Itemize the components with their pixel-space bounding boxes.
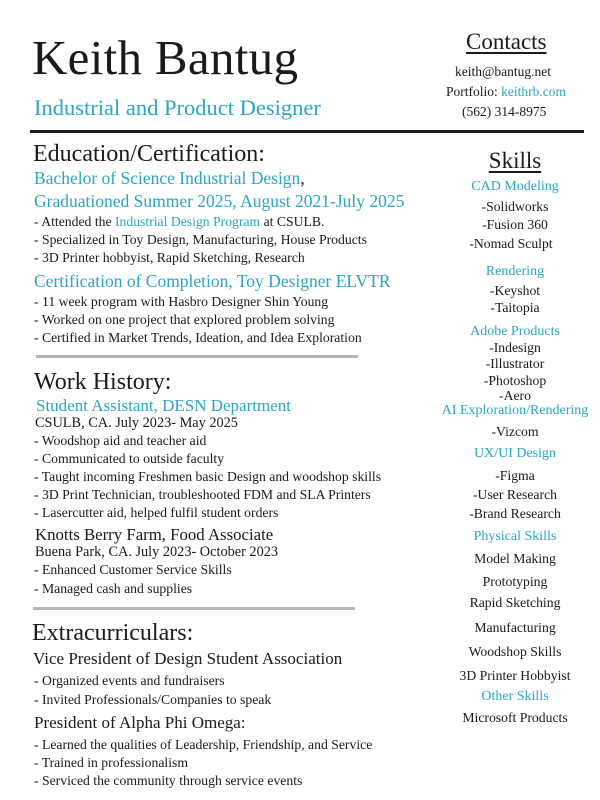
skill-item: -Vizcom xyxy=(491,424,539,439)
job-title: Industrial and Product Designer xyxy=(34,95,321,120)
skill-item: -Keyshot xyxy=(489,283,541,298)
degree-line-2: Graduationed Summer 2025, August 2021-July 2025 xyxy=(34,191,405,211)
job-title-1: Student Assistant, DESN Department xyxy=(36,396,291,415)
resume-name: Keith Bantug xyxy=(32,30,299,85)
job-bullet: - Enhanced Customer Service Skills xyxy=(34,562,232,577)
skill-category: UX/UI Design xyxy=(473,446,557,461)
skill-category: Adobe Products xyxy=(470,324,560,339)
skill-item: Manufacturing xyxy=(474,620,556,635)
job-location-1: CSULB, CA. July 2023- May 2025 xyxy=(35,415,238,431)
portfolio-link[interactable]: keithrb.com xyxy=(501,84,566,99)
certification-title: Certification of Completion, Toy Designer ELVTR xyxy=(34,271,391,291)
job-location-2: Buena Park, CA. July 2023- October 2023 xyxy=(35,544,279,560)
skill-item: Woodshop Skills xyxy=(468,644,562,659)
skill-item: Model Making xyxy=(474,551,556,566)
cert-bullet: - Worked on one project that explored problem solving xyxy=(34,312,335,327)
skill-item: -Illustrator xyxy=(485,356,545,371)
education-heading: Education/Certification: xyxy=(33,141,265,167)
skills-heading: Skills xyxy=(488,148,542,173)
degree-comma: , xyxy=(300,168,305,188)
education-bullet: - 3D Printer hobbyist, Rapid Sketching, Research xyxy=(34,250,305,265)
section-divider xyxy=(36,355,358,358)
program-link[interactable]: Industrial Design Program xyxy=(114,214,261,229)
degree-line-1 xyxy=(34,167,305,189)
job-bullet: - 3D Print Technician, troubleshooted FDM and SLA Printers xyxy=(34,487,371,502)
job-bullet: - Woodshop aid and teacher aid xyxy=(34,433,207,448)
skill-category: CAD Modeling xyxy=(471,179,559,194)
skill-item: -Brand Research xyxy=(469,506,561,521)
cert-bullet: - Certified in Market Trends, Ideation, and Idea Exploration xyxy=(34,330,362,345)
role-title-1: Vice President of Design Student Association xyxy=(33,649,343,668)
skill-category: AI Exploration/Rendering xyxy=(441,403,589,418)
job-title-2: Knotts Berry Farm, Food Associate xyxy=(35,525,274,544)
job-bullet: - Managed cash and supplies xyxy=(34,581,193,596)
contacts-heading: Contacts xyxy=(466,29,547,54)
section-divider xyxy=(33,607,355,610)
education-bullet: - Specialized in Toy Design, Manufacturing, House Products xyxy=(34,232,367,247)
skills-column xyxy=(430,0,600,800)
skill-item: -Taitopia xyxy=(490,300,540,315)
skill-item: Microsoft Products xyxy=(462,710,568,725)
phone-number: (562) 314-8975 xyxy=(462,104,547,119)
skill-item: -Fusion 360 xyxy=(482,217,548,232)
extracurriculars-heading: Extracurriculars: xyxy=(32,620,194,646)
email-link[interactable]: keith@bantug.net xyxy=(455,64,552,79)
job-bullet: - Communicated to outside faculty xyxy=(34,451,225,466)
skill-item: -Aero xyxy=(499,388,531,403)
skill-category: Rendering xyxy=(485,264,545,279)
skill-item: -Indesign xyxy=(489,340,541,355)
role-bullet: - Learned the qualities of Leadership, Friendship, and Service xyxy=(34,737,373,752)
role-bullet: - Organized events and fundraisers xyxy=(34,673,225,688)
role-bullet: - Serviced the community through service events xyxy=(34,773,303,788)
skill-item: Prototyping xyxy=(482,574,548,589)
skill-item: -Solidworks xyxy=(481,199,549,214)
attended-prefix: - Attended the xyxy=(34,214,115,229)
work-heading: Work History: xyxy=(34,369,172,395)
role-bullet: - Trained in professionalism xyxy=(34,755,188,770)
portfolio-label: Portfolio: xyxy=(446,84,502,99)
attended-suffix: at CSULB. xyxy=(260,214,325,229)
job-bullet: - Taught incoming Freshmen basic Design and woodshop skills xyxy=(34,469,382,484)
attended-line xyxy=(34,213,324,232)
skill-category: Physical Skills xyxy=(473,529,557,544)
skill-item: -Photoshop xyxy=(483,373,547,388)
role-title-2: President of Alpha Phi Omega: xyxy=(34,713,246,732)
skill-item: 3D Printer Hobbyist xyxy=(459,668,571,683)
job-bullet: - Lasercutter aid, helped fulfil student orders xyxy=(34,505,279,520)
skill-category: Other Skills xyxy=(481,689,549,704)
degree-name: Bachelor of Science Industrial Design xyxy=(34,168,301,188)
role-bullet: - Invited Professionals/Companies to speak xyxy=(34,692,272,707)
skill-item: -Nomad Sculpt xyxy=(469,236,553,251)
skill-item: Rapid Sketching xyxy=(469,595,561,610)
cert-bullet: - 11 week program with Hasbro Designer Shin Young xyxy=(34,294,329,309)
skill-item: -Figma xyxy=(495,468,535,483)
skill-item: -User Research xyxy=(473,487,557,502)
